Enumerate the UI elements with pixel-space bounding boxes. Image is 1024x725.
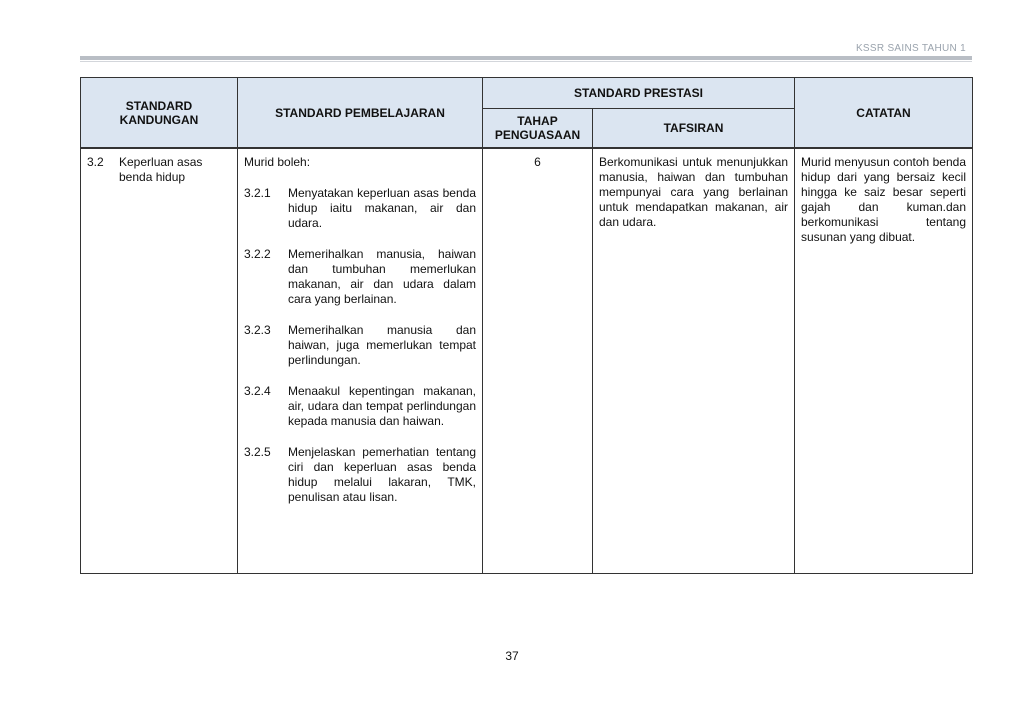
cell-kandungan [81, 148, 238, 574]
list-item [244, 384, 476, 429]
cell-catatan: Murid menyusun contoh benda hidup dari yang bersaiz kecil hingga ke saiz besar seperti gajah dan kuman.dan berkomunikasi tentang susunan yang dibuat. [795, 148, 973, 574]
header-rule [80, 56, 972, 60]
item-text: Menjelaskan pemerhatian tentang ciri dan keperluan asas benda hidup melalui lakaran, TMK, penulisan atau lisan. [288, 445, 476, 504]
item-code: 3.2.3 [244, 323, 271, 337]
item-code: 3.2.5 [244, 445, 271, 459]
pembelajaran-lead: Murid boleh: [244, 155, 311, 169]
item-code: 3.2.4 [244, 384, 271, 398]
kandungan-text: Keperluan asas benda hidup [119, 155, 203, 184]
list-item [244, 186, 476, 231]
item-text: Memerihalkan manusia, haiwan dan tumbuhan memerlukan makanan, air dan udara dalam cara yang berlainan. [288, 247, 476, 306]
header-standard-kandungan: STANDARD KANDUNGAN [81, 78, 238, 149]
item-text: Menyatakan keperluan asas benda hidup iaitu makanan, air dan udara. [288, 186, 476, 230]
table-row [81, 148, 973, 574]
cell-pembelajaran [238, 148, 483, 574]
item-text: Memerihalkan manusia dan haiwan, juga memerlukan tempat perlindungan. [288, 323, 476, 367]
header-tafsiran: TAFSIRAN [593, 109, 795, 149]
list-item [244, 247, 476, 307]
header-standard-prestasi: STANDARD PRESTASI [483, 78, 795, 109]
header-standard-pembelajaran: STANDARD PEMBELAJARAN [238, 78, 483, 149]
document-header: KSSR SAINS TAHUN 1 [855, 43, 966, 54]
list-item [244, 323, 476, 368]
header-tahap-penguasaan: TAHAP PENGUASAAN [483, 109, 593, 149]
header-rule-thin [80, 61, 972, 62]
page-number: 37 [505, 649, 519, 663]
item-text: Menaakul kepentingan makanan, air, udara dan tempat perlindungan kepada manusia dan haiwan. [288, 384, 476, 428]
cell-tafsiran: Berkomunikasi untuk menunjukkan manusia, haiwan dan tumbuhan mempunyai cara yang berlainan untuk mendapatkan makanan, air dan udara. [593, 148, 795, 574]
cell-tahap: 6 [483, 148, 593, 574]
item-code: 3.2.2 [244, 247, 271, 261]
header-catatan: CATATAN [795, 78, 973, 149]
list-item [244, 445, 476, 505]
item-code: 3.2.1 [244, 186, 271, 200]
kandungan-number: 3.2 [87, 155, 104, 169]
standard-table [80, 77, 973, 574]
